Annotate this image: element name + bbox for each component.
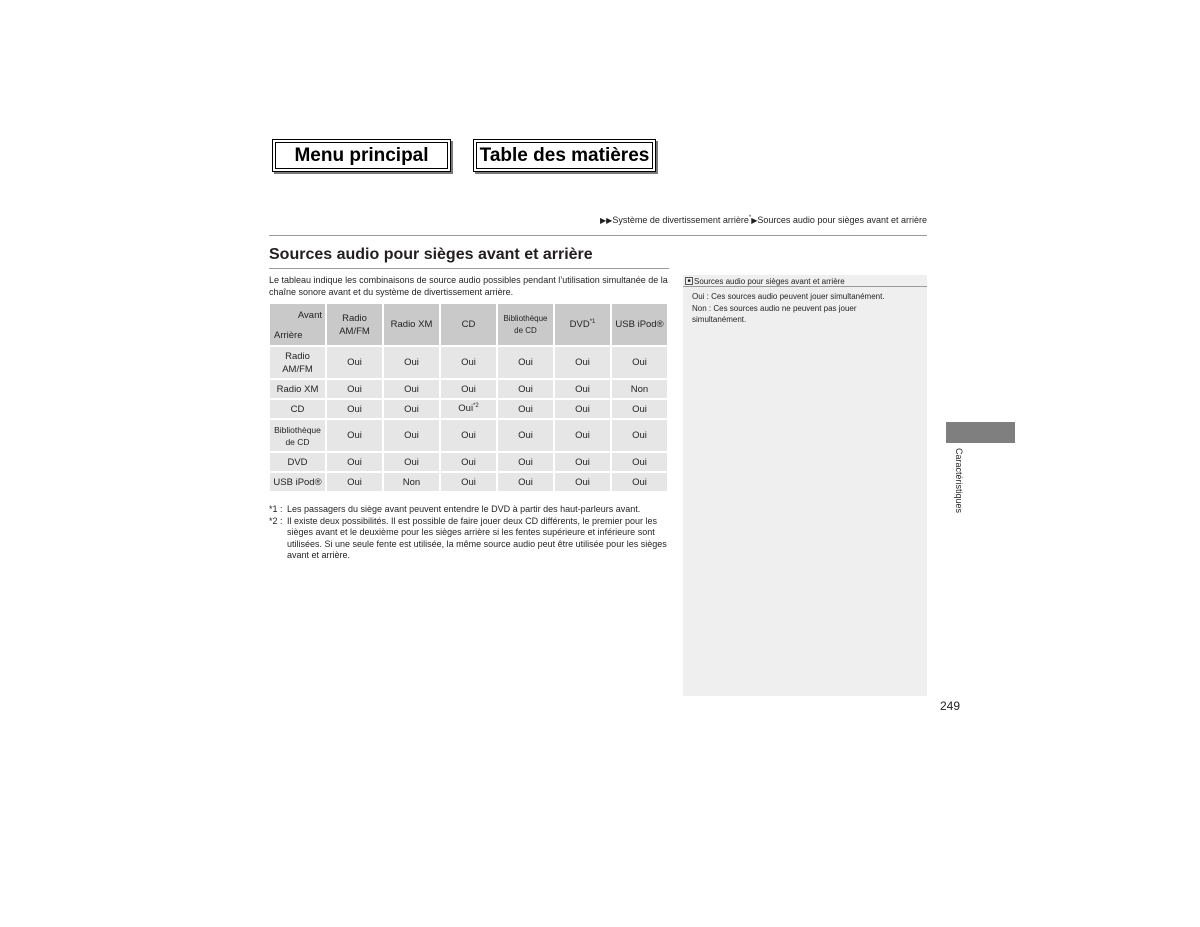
cd-footnote-mark: *2 — [473, 403, 479, 410]
corner-arriere-label: Arrière — [274, 330, 303, 341]
table-row — [270, 420, 667, 451]
table-cell: Oui — [612, 420, 667, 451]
row-header-radio-amfm: Radio AM/FM — [270, 347, 325, 378]
table-cell: Oui — [327, 453, 382, 471]
table-cell: Oui — [441, 420, 496, 451]
table-cell: Oui — [441, 473, 496, 491]
table-cell: Oui — [498, 347, 553, 378]
table-cell: Non — [384, 473, 439, 491]
table-cell: Oui — [327, 347, 382, 378]
table-row — [270, 347, 667, 378]
footnote-mark: *1 : — [269, 504, 283, 514]
table-cell: Oui — [612, 473, 667, 491]
table-cell: Oui — [384, 420, 439, 451]
double-arrow-icon: ▶▶ — [600, 216, 613, 225]
title-divider — [269, 268, 669, 269]
chapter-tab-label: Caractéristiques — [954, 448, 964, 514]
column-header-radio-xm: Radio XM — [384, 304, 439, 345]
table-cell: Oui — [612, 347, 667, 378]
table-cell: Oui — [384, 400, 439, 418]
table-header-row — [270, 304, 667, 345]
arrow-icon: ▶ — [751, 216, 758, 225]
table-corner-cell — [270, 304, 325, 345]
dvd-footnote-mark: *1 — [589, 318, 596, 325]
column-header-bibliotheque-cd: Bibliothèque de CD — [498, 304, 553, 345]
side-note-header — [683, 275, 927, 287]
footnote-text: Il existe deux possibilités. Il est possible de faire jouer deux CD différents, le premier pour les sièges avant et le deuxième pour les sièges arrière si les fentes supérieure et inférieure sont utilisées. Si une seule fente est utilisée, la même source audio peut être utilisée pour les sièges avant et arrière. — [287, 515, 667, 560]
table-cell: Oui — [498, 400, 553, 418]
chapter-tab-marker[interactable] — [946, 422, 1015, 443]
table-des-matieres-button[interactable] — [473, 139, 656, 172]
intro-paragraph: Le tableau indique les combinaisons de source audio possibles pendant l’utilisation simultanée de la chaîne sonore avant et du système de divertissement arrière. — [269, 275, 668, 297]
table-cell: Oui — [555, 400, 610, 418]
table-row — [270, 453, 667, 471]
footnote-mark: *2 : — [269, 515, 283, 526]
row-header-cd: CD — [270, 400, 325, 418]
footnote-2 — [269, 516, 671, 562]
menu-principal-button[interactable] — [272, 139, 451, 172]
table-row — [270, 473, 667, 491]
side-note-title: Sources audio pour sièges avant et arrière — [694, 276, 845, 286]
table-row — [270, 380, 667, 398]
breadcrumb-part1[interactable]: Système de divertissement arrière — [612, 215, 749, 225]
table-cell: Oui — [327, 400, 382, 418]
row-header-radio-xm: Radio XM — [270, 380, 325, 398]
table-cell: Oui — [384, 453, 439, 471]
row-header-dvd: DVD — [270, 453, 325, 471]
footnotes — [269, 504, 671, 562]
row-header-usb-ipod: USB iPod® — [270, 473, 325, 491]
table-des-matieres-label: Table des matières — [479, 144, 650, 166]
table-cell: Oui — [498, 420, 553, 451]
breadcrumb-asterisk: * — [748, 215, 752, 221]
footnote-1 — [269, 504, 671, 516]
breadcrumb-part2: Sources audio pour sièges avant et arrière — [757, 215, 927, 225]
menu-principal-label: Menu principal — [294, 144, 429, 166]
table-cell: Oui — [498, 380, 553, 398]
table-cell: Oui — [384, 380, 439, 398]
table-cell: Oui — [555, 453, 610, 471]
side-note-body — [683, 287, 927, 330]
table-cell: Oui — [612, 453, 667, 471]
side-note-line-oui: Oui : Ces sources audio peuvent jouer simultanément. — [692, 292, 885, 301]
table-cell: Oui — [612, 400, 667, 418]
table-cell: Oui — [384, 347, 439, 378]
table-cell: Oui — [555, 473, 610, 491]
table-cell: Oui — [327, 380, 382, 398]
side-note-box — [683, 275, 927, 696]
table-cell: Non — [612, 380, 667, 398]
section-title: Sources audio pour sièges avant et arrière — [269, 246, 593, 263]
table-row — [270, 400, 667, 418]
audio-source-table — [268, 302, 669, 493]
column-header-cd: CD — [441, 304, 496, 345]
table-cell: Oui — [555, 347, 610, 378]
table-cell: Oui — [441, 380, 496, 398]
table-cell: Oui — [555, 420, 610, 451]
breadcrumb — [600, 215, 927, 225]
header-divider — [269, 235, 927, 236]
table-cell: Oui — [498, 453, 553, 471]
table-cell: Oui — [441, 347, 496, 378]
column-header-dvd: DVD$^{*1}$ — [555, 304, 610, 345]
footnote-text: Les passagers du siège avant peuvent entendre le DVD à partir des haut-parleurs avant. — [287, 504, 641, 514]
note-icon: ■ — [685, 277, 693, 285]
column-header-radio-amfm: Radio AM/FM — [327, 304, 382, 345]
table-cell: Oui — [441, 453, 496, 471]
row-header-bibliotheque-cd: Bibliothèque de CD — [270, 420, 325, 451]
corner-avant-label: Avant — [297, 310, 322, 321]
table-cell: Oui — [327, 420, 382, 451]
page-number: 249 — [940, 699, 961, 713]
side-note-line-non: Non : Ces sources audio ne peuvent pas jouer simultanément. — [692, 303, 857, 324]
table-cell: Oui — [498, 473, 553, 491]
table-cell: Oui — [327, 473, 382, 491]
table-cell: Oui$^{*2}$ — [441, 400, 496, 418]
table-cell: Oui — [555, 380, 610, 398]
column-header-usb-ipod: USB iPod® — [612, 304, 667, 345]
